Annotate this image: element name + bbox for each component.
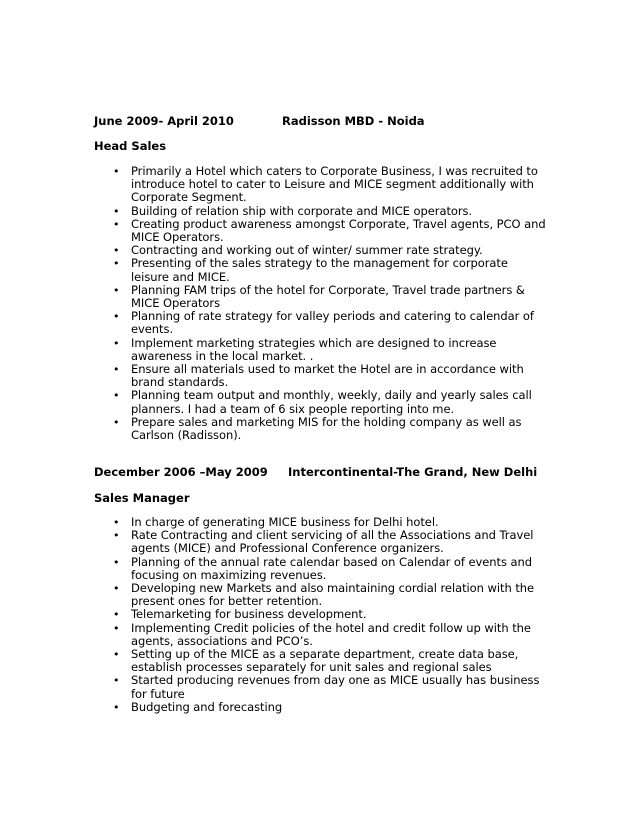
- duty-text: Planning FAM trips of the hotel for Corporate, Travel trade partners & MICE Operators: [131, 282, 525, 311]
- duty-list-1: [0, 165, 638, 442]
- job-organization: Radisson MBD - Noida: [282, 114, 425, 128]
- duty-text: Developing new Markets and also maintaining cordial relation with the present ones for better retention.: [131, 581, 535, 609]
- bullet-icon: •: [113, 648, 120, 662]
- duty-text: Building of relation ship with corporate and MICE operators.: [131, 203, 473, 218]
- bullet-icon: •: [113, 363, 120, 377]
- duty-item: [0, 337, 638, 363]
- duty-item: [0, 674, 638, 700]
- duty-text: Rate Contracting and client servicing of all the Associations and Travel agents (MICE) and Professional Conference organizers.: [131, 528, 534, 556]
- bullet-icon: •: [113, 415, 120, 429]
- duty-text: Planning team output and monthly, weekly, daily and yearly sales call planners. I had a team of 6 six people reporting into me.: [131, 388, 532, 416]
- job-period: December 2006 –May 2009: [94, 465, 268, 479]
- bullet-icon: •: [113, 257, 120, 271]
- job-header-2: [94, 465, 538, 479]
- duty-text: Budgeting and forecasting: [131, 699, 283, 714]
- duty-text: Planning of rate strategy for valley periods and catering to calendar of events.: [131, 309, 534, 337]
- duty-item: [0, 389, 638, 415]
- job-organization: Intercontinental-The Grand, New Delhi: [288, 465, 538, 479]
- duty-text: Implement marketing strategies which are designed to increase awareness in the local market. .: [131, 335, 497, 363]
- duty-item: [0, 582, 638, 608]
- bullet-icon: •: [113, 244, 120, 258]
- bullet-icon: •: [113, 608, 120, 622]
- duty-item: [0, 257, 638, 283]
- duty-text: Implementing Credit policies of the hotel and credit follow up with the agents, associations and PCO’s.: [131, 620, 531, 648]
- duty-text: Telemarketing for business development.: [131, 607, 367, 622]
- duty-item: [0, 622, 638, 648]
- job-header-1: [94, 114, 425, 128]
- duty-item: [0, 218, 638, 244]
- bullet-icon: •: [113, 336, 120, 350]
- duty-item: [0, 310, 638, 336]
- duty-text: Ensure all materials used to market the Hotel are in accordance with brand standards.: [131, 362, 524, 390]
- bullet-icon: •: [113, 621, 120, 635]
- duty-text: Creating product awareness amongst Corporate, Travel agents, PCO and MICE Operators.: [131, 216, 546, 245]
- bullet-icon: •: [113, 204, 120, 218]
- duty-text: Setting up of the MICE as a separate department, create data base, establish processes separately for unit sales and regional sales: [131, 647, 519, 675]
- duty-item: [0, 648, 638, 674]
- duty-text: Primarily a Hotel which caters to Corporate Business, I was recruited to introduce hotel to cater to Leisure and MICE segment additionally with Corporate Segment.: [131, 164, 538, 205]
- bullet-icon: •: [113, 516, 120, 529]
- role-title-2: Sales Manager: [94, 491, 190, 505]
- duty-item: [0, 363, 638, 389]
- duty-item: [0, 284, 638, 310]
- duty-item: [0, 701, 638, 714]
- bullet-icon: •: [113, 310, 120, 324]
- duty-text: Contracting and working out of winter/ summer rate strategy.: [131, 243, 483, 258]
- bullet-icon: •: [113, 700, 120, 714]
- bullet-icon: •: [113, 283, 120, 297]
- bullet-icon: •: [113, 389, 120, 403]
- bullet-icon: •: [113, 582, 120, 596]
- duty-text: Started producing revenues from day one as MICE usually has business for future: [131, 673, 540, 701]
- duty-text: Planning of the annual rate calendar based on Calendar of events and focusing on maximizing revenues.: [131, 554, 533, 582]
- duty-text: Presenting of the sales strategy to the management for corporate leisure and MICE.: [131, 256, 508, 284]
- bullet-icon: •: [113, 529, 120, 543]
- bullet-icon: •: [113, 674, 120, 688]
- bullet-icon: •: [113, 217, 120, 231]
- duty-text: In charge of generating MICE business for Delhi hotel.: [131, 515, 439, 529]
- job-period: June 2009- April 2010: [94, 114, 234, 128]
- duty-item: [0, 556, 638, 582]
- duty-text: Prepare sales and marketing MIS for the holding company as well as Carlson (Radisson).: [131, 414, 522, 443]
- duty-item: [0, 529, 638, 555]
- role-title-1: Head Sales: [94, 139, 167, 153]
- duty-item: [0, 165, 638, 205]
- duty-item: [0, 416, 638, 442]
- bullet-icon: •: [113, 555, 120, 569]
- duty-list-2: [0, 516, 638, 714]
- bullet-icon: •: [113, 165, 120, 178]
